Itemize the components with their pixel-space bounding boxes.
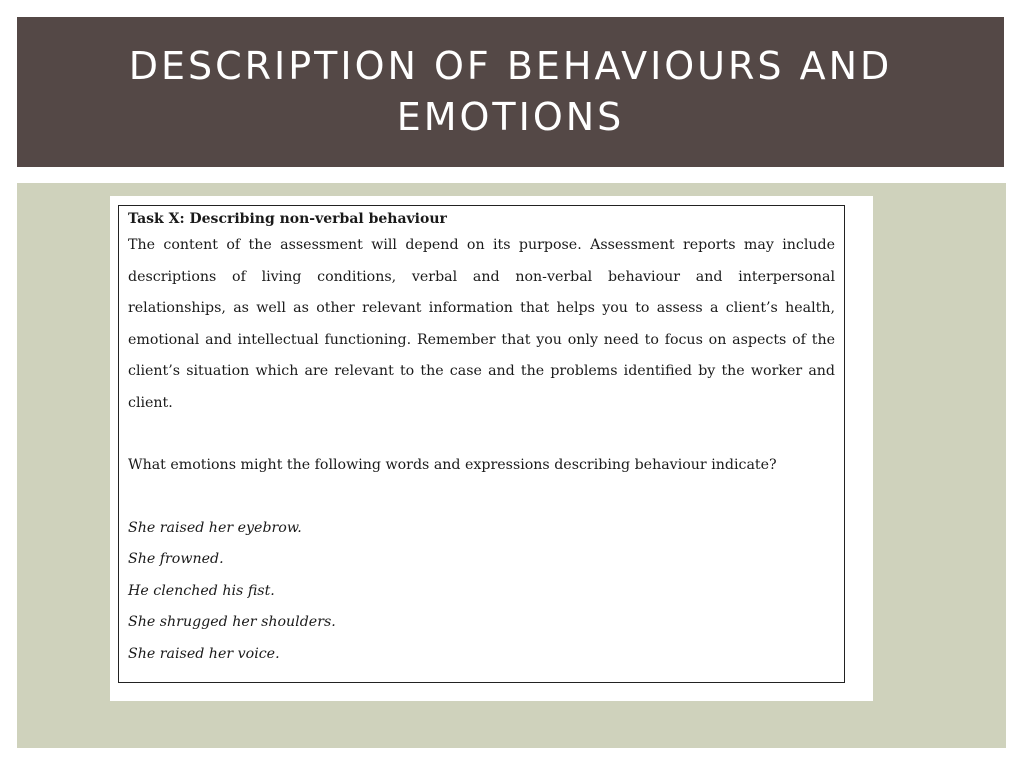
task-box [118,205,845,683]
content-area [17,183,1006,748]
task-body: The content of the assessment will depend on its purpose. Assessment reports may include descriptions of living conditions, verbal and non-verbal behaviour and interpersonal relationships, as well as other relevant information that helps you to assess a client’s health, emotional and intellectual functioning. Remember that you only need to focus on aspects of the client’s situation which are relevant to the case and the problems identified by the worker and client. [128,237,835,411]
task-question: What emotions might the following words and expressions describing behaviour indicate? [128,457,777,473]
examples-list [128,513,835,671]
example-item: He clenched his fist. [128,582,275,599]
task-heading: Task X: Describing non-verbal behaviour [128,211,447,227]
example-item: She shrugged her shoulders. [128,614,336,630]
example-item: She raised her voice. [128,645,280,662]
example-item: She frowned. [128,551,224,567]
document-image [110,196,873,701]
title-bar [17,17,1004,167]
example-item: She raised her eyebrow. [128,519,302,536]
slide-title: DESCRIPTION OF BEHAVIOURS AND EMOTIONS [128,44,893,139]
